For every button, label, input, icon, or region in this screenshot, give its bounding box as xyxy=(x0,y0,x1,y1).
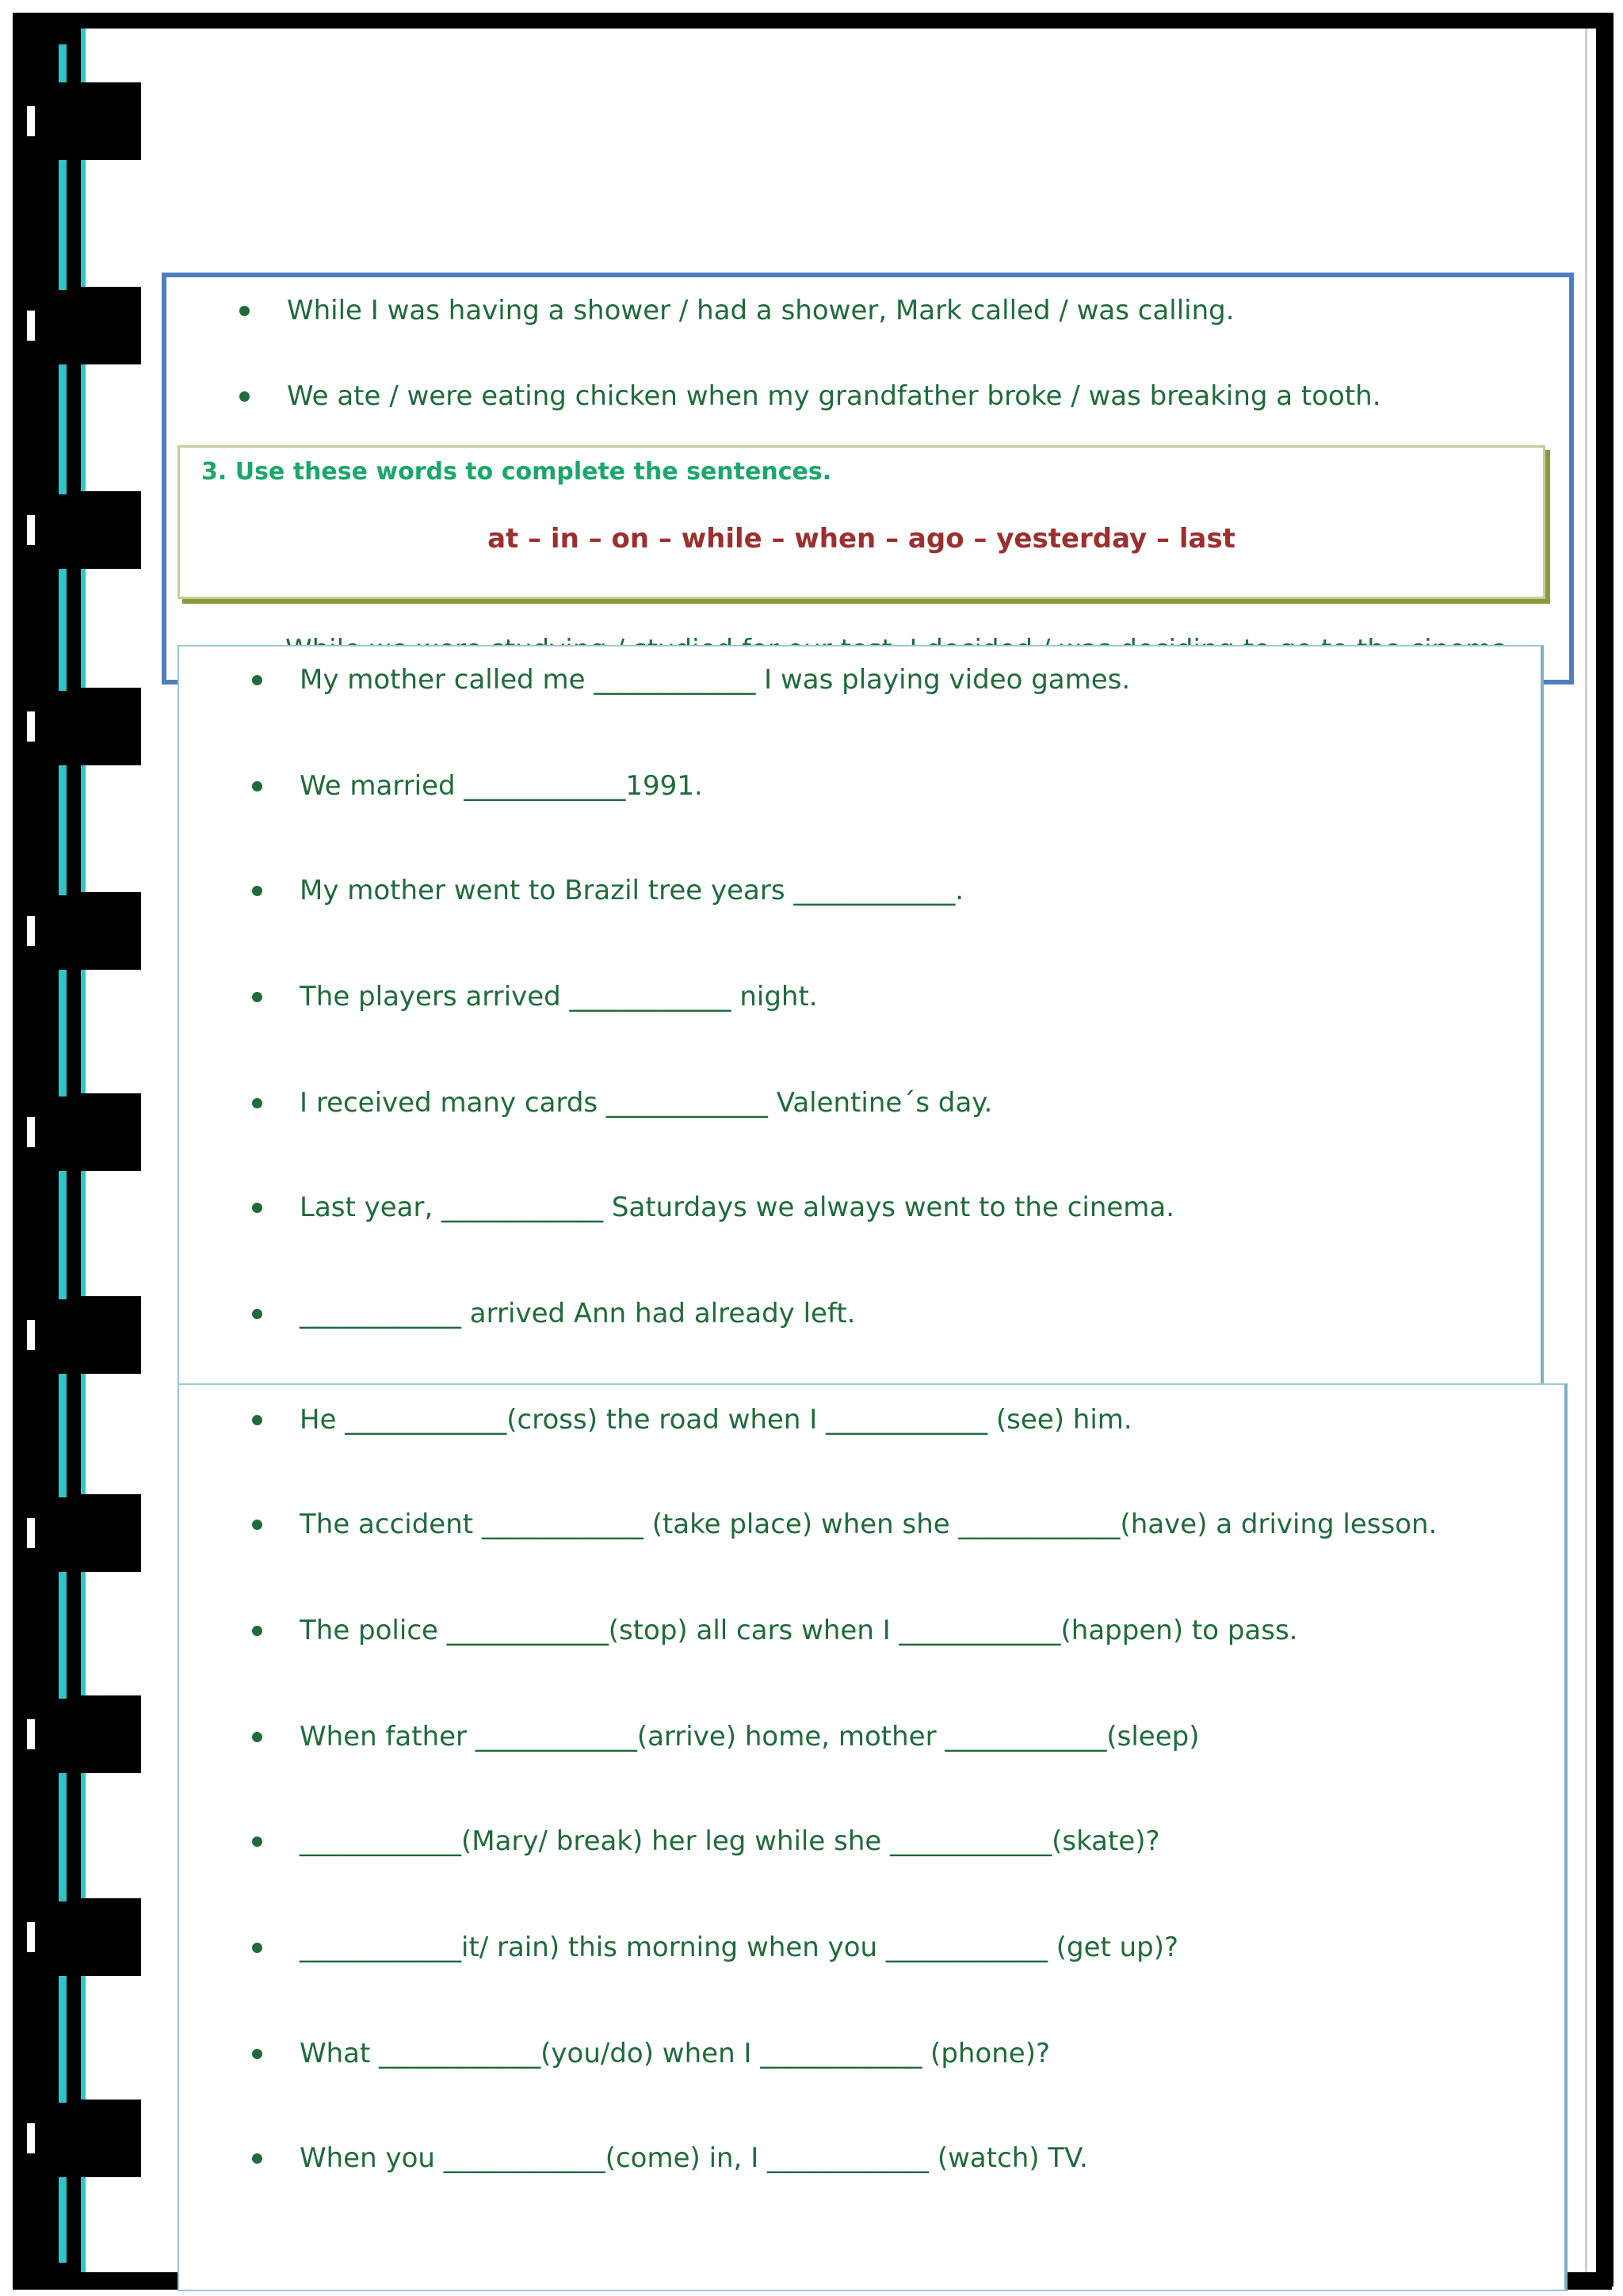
verb-item: The accident ____________ (take place) when she ____________(have) a driving lesson. xyxy=(300,1508,1438,1540)
bullet-icon xyxy=(239,391,250,402)
bullet-icon xyxy=(252,1203,262,1213)
binder-ring-icon xyxy=(32,2100,141,2177)
verb-item: What ____________(you/do) when I ____________ (phone)? xyxy=(300,2038,1051,2069)
bullet-icon xyxy=(252,1732,262,1742)
binder-ring-icon xyxy=(32,1494,141,1572)
bullet-icon xyxy=(252,2049,262,2059)
exercise-fill-box xyxy=(178,645,1544,1393)
bullet-icon xyxy=(252,2153,262,2164)
verb-item: ____________it/ rain) this morning when you ____________ (get up)? xyxy=(300,1932,1179,1963)
fill-item: We married ____________1991. xyxy=(300,770,703,802)
verb-item: When you ____________(come) in, I ____________ (watch) TV. xyxy=(300,2142,1088,2174)
bullet-icon xyxy=(252,1098,262,1108)
binder-ring-icon xyxy=(32,688,141,765)
binder-ring-icon xyxy=(32,491,141,569)
binder-ring-icon xyxy=(32,287,141,364)
bullet-icon xyxy=(252,886,262,896)
binder-ring-icon xyxy=(32,1093,141,1171)
choose-item: We ate / were eating chicken when my grandfather broke / was breaking a tooth. xyxy=(287,380,1381,412)
fill-item: My mother went to Brazil tree years ____________. xyxy=(300,875,964,906)
fill-item: I received many cards ____________ Valentine´s day. xyxy=(300,1087,993,1119)
binder-ring-icon xyxy=(32,1296,141,1374)
bullet-icon xyxy=(239,306,250,316)
binder-ring-icon xyxy=(32,82,141,160)
bullet-icon xyxy=(252,1943,262,1953)
bullet-icon xyxy=(252,1309,262,1319)
fill-item: The players arrived ____________ night. xyxy=(300,981,818,1013)
fill-item: Last year, ____________ Saturdays we always went to the cinema. xyxy=(300,1192,1175,1223)
verb-item: He ____________(cross) the road when I ____________ (see) him. xyxy=(300,1404,1132,1436)
fill-item: ____________ arrived Ann had already left. xyxy=(300,1298,856,1329)
binder-ring-icon xyxy=(32,1898,141,1976)
bullet-icon xyxy=(252,1626,262,1636)
binder-ring-icon xyxy=(32,892,141,970)
frame-top-border xyxy=(13,13,1612,29)
bullet-icon xyxy=(252,675,262,685)
binder-ring-icon xyxy=(32,1695,141,1773)
fill-item: My mother called me ____________ I was playing video games. xyxy=(300,664,1131,696)
word-bank: at – in – on – while – when – ago – yesterday – last xyxy=(487,523,1235,555)
exercise-heading: 3. Use these words to complete the sentences. xyxy=(201,458,832,486)
verb-item: The police ____________(stop) all cars when I ____________(happen) to pass. xyxy=(300,1615,1298,1646)
bullet-icon xyxy=(252,1415,262,1425)
bullet-icon xyxy=(252,1836,262,1847)
bullet-icon xyxy=(252,992,262,1002)
frame-right-border xyxy=(1596,13,1613,2286)
verb-item: When father ____________(arrive) home, mother ____________(sleep) xyxy=(300,1721,1200,1753)
bullet-icon xyxy=(252,781,262,791)
bullet-icon xyxy=(252,1520,262,1530)
paper-inner-edge xyxy=(1585,29,1587,2272)
choose-item: While I was having a shower / had a shower, Mark called / was calling. xyxy=(287,295,1235,326)
verb-item: ____________(Mary/ break) her leg while she ____________(skate)? xyxy=(300,1825,1160,1857)
